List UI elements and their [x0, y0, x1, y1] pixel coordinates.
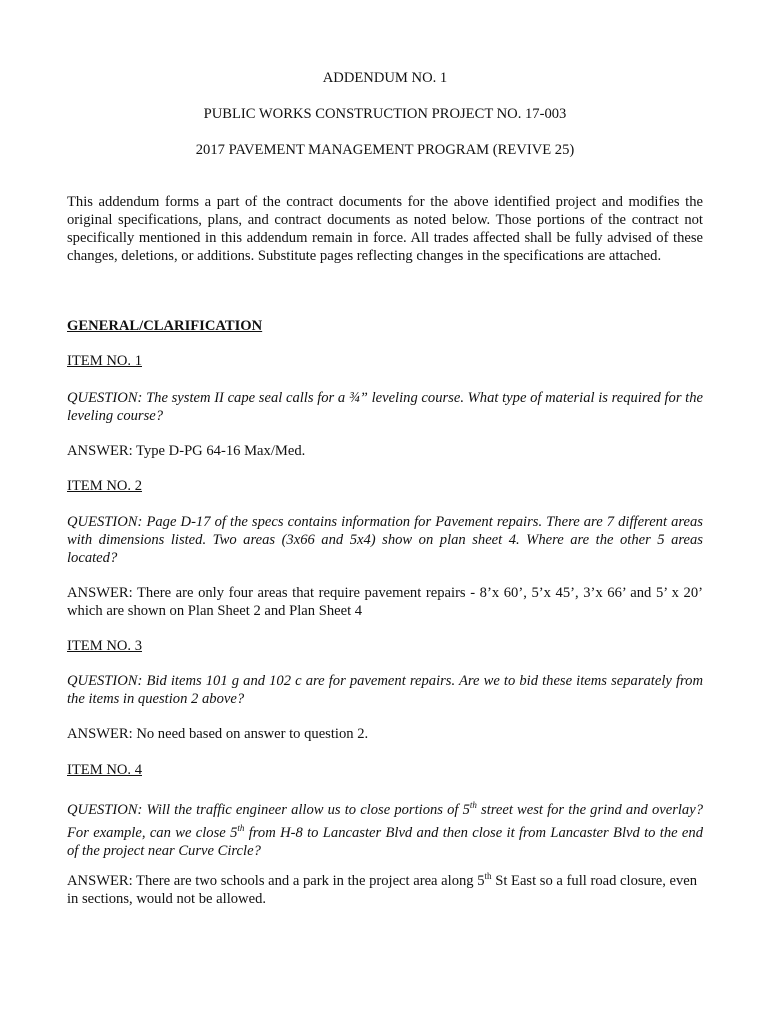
- item-question: QUESTION: The system II cape seal calls for a ¾” leveling course. What type of material is required for the leveling course?: [67, 390, 703, 424]
- item-question: QUESTION: Bid items 101 g and 102 c are for pavement repairs. Are we to bid these items separately from the items in question 2 above?: [67, 673, 703, 707]
- item-heading: ITEM NO. 1: [67, 353, 142, 369]
- item-heading: ITEM NO. 2: [67, 478, 142, 494]
- program-line: 2017 PAVEMENT MANAGEMENT PROGRAM (REVIVE 25): [195, 142, 575, 158]
- item-answer: ANSWER: Type D-PG 64-16 Max/Med.: [67, 443, 306, 459]
- intro-paragraph: This addendum forms a part of the contract documents for the above identified project and modifies the original specifications, plans, and contract documents as noted below. Those portions of the contract not specifically mentioned in this addendum remain in force. All trades affected shall be fully advised of these changes, deletions, or additions. Substitute pages reflecting changes in the specifications are attached.: [67, 194, 703, 264]
- item-question: QUESTION: Page D-17 of the specs contains information for Pavement repairs. There are 7 different areas with dimensions listed. Two areas (3x66 and 5x4) show on plan sheet 4. Where are the other 5 areas located?: [67, 514, 703, 566]
- item-heading: ITEM NO. 3: [67, 638, 142, 654]
- section-heading: GENERAL/CLARIFICATION: [67, 318, 263, 334]
- item-answer: ANSWER: There are only four areas that require pavement repairs - 8’x 60’, 5’x 45’, 3’x 66’ and 5’ x 20’ which are shown on Plan Sheet 2 and Plan Sheet 4: [67, 585, 703, 619]
- item-answer: ANSWER: There are two schools and a park in the project area along 5th St East so a full road closure, even in sections, would not be allowed.: [67, 871, 698, 907]
- addendum-title: ADDENDUM NO. 1: [322, 70, 448, 86]
- item-answer: ANSWER: No need based on answer to question 2.: [67, 726, 369, 742]
- project-line: PUBLIC WORKS CONSTRUCTION PROJECT NO. 17-003: [203, 106, 567, 122]
- item-question: QUESTION: Will the traffic engineer allow us to close portions of 5th street west for the grind and overlay? For example, can we close 5th from H-8 to Lancaster Blvd and then close it from Lancaster Blvd to the end of the project near Curve Circle?: [67, 800, 704, 859]
- item-heading: ITEM NO. 4: [67, 762, 142, 778]
